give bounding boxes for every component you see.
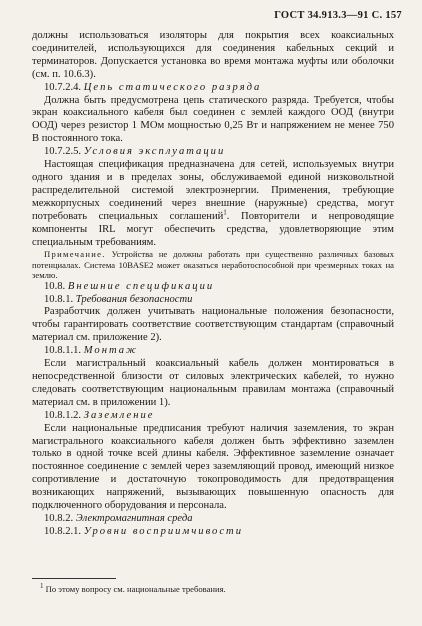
section-heading-10-7-2-4 [32, 82, 394, 95]
section-number: 10.8.1.1. [44, 345, 82, 357]
section-number: 10.8.2.1. [44, 525, 82, 537]
section-number: 10.7.2.5. [44, 146, 82, 158]
section-number: 10.8. [44, 280, 66, 292]
footnote-text: По этому вопросу см. национальные требования. [43, 584, 226, 594]
paragraph-safety: Разработчик должен учитывать национальные положения безопасности, чтобы гарантировать соответствие соответствующим стандартам (справочный материал см. приложение 2). [32, 306, 394, 344]
note [32, 249, 394, 280]
document-body [32, 30, 394, 539]
section-title: Внешние спецификации [67, 280, 215, 292]
section-heading-10-8-1-2 [32, 410, 394, 423]
footnote [40, 584, 226, 594]
section-title: Монтаж [83, 345, 138, 357]
paragraph-text: . Повторители и непроводящие компоненты IRL могут обеспечить средства, удовлетворяющие этим специальным требованиям. [32, 210, 394, 248]
section-title: Требования безопасности [75, 293, 193, 305]
section-title: Условия эксплуатации [83, 146, 226, 158]
section-title: Электромагнитная среда [75, 512, 193, 524]
section-title: Уровни восприимчивости [83, 525, 243, 537]
note-label: Примечание. [44, 249, 106, 260]
note-text: Устройства не должны работать при существенно различных базовых потенциалах. Система 10BASE2 может оказаться неработоспособной при чрезмерных токах на землю. [32, 249, 394, 281]
section-number: 10.8.1.2. [44, 409, 82, 421]
section-heading-10-7-2-5 [32, 146, 394, 159]
footnote-ref: 1 [223, 208, 227, 217]
page-header: ГОСТ 34.913.3—91 С. 157 [274, 10, 402, 21]
section-number: 10.8.1. [44, 293, 74, 305]
paragraph-grounding: Если национальные предписания требуют наличия заземления, то экран магистрального коаксиального кабеля должен быть эффективно заземлен только в одной точке всей длины кабеля. Эффективное заземление означает постоянное соединение с землей через заземляющий провод, имеющий низкое сопротивление и достаточную токопроводимость для предотвращения возникающих напряжений, вызывающих повышенную опасность для подключенного оборудования и персонала. [32, 422, 394, 512]
section-heading-10-8-1-1 [32, 345, 394, 358]
paragraph-isolators: должны использоваться изоляторы для покрытия всех коаксиальных соединителей, использующихся для соединения кабельных секций и терминаторов. Допускается установка во время монтажа муфты или оболочки (см. п. 10.6.3). [32, 30, 394, 80]
paragraph-static-discharge: Должна быть предусмотрена цепь статического разряда. Требуется, чтобы экран коаксиального кабеля был соединен с землей каждого ООД (внутри ООД) через резистор 1 МОм мощностью 0,25 Вт и напряжением не менее 750 В постоянного тока. [32, 94, 394, 145]
section-heading-10-8-1 [32, 294, 394, 307]
footnote-marker: 1 [40, 582, 44, 591]
paragraph-installation: Если магистральный коаксиальный кабель должен монтироваться в непосредственной близости от силовых электрических кабелей, то нужно следовать соответствующим национальным правилам монтажа (справочный материал см. в приложении 1). [32, 358, 394, 408]
section-heading-10-8-2-1 [32, 526, 394, 539]
section-heading-10-8-2 [32, 513, 394, 526]
section-title: Цепь статического разряда [83, 81, 262, 93]
section-number: 10.8.2. [44, 512, 74, 524]
section-number: 10.7.2.4. [44, 81, 82, 93]
section-title: Заземление [83, 409, 155, 421]
section-heading-10-8 [32, 281, 394, 294]
paragraph-text: Настоящая спецификация предназначена для сетей, используемых внутри одного здания и в пределах зоны, обслуживаемой единой низковольтной распределительной системой электроэнергии. Применения, требующие межкорпусных соединений через внешние (наружные) средства, могут потребовать специальных соглашений [32, 159, 394, 222]
paragraph-operating-conditions [32, 159, 394, 249]
footnote-divider [32, 578, 116, 579]
